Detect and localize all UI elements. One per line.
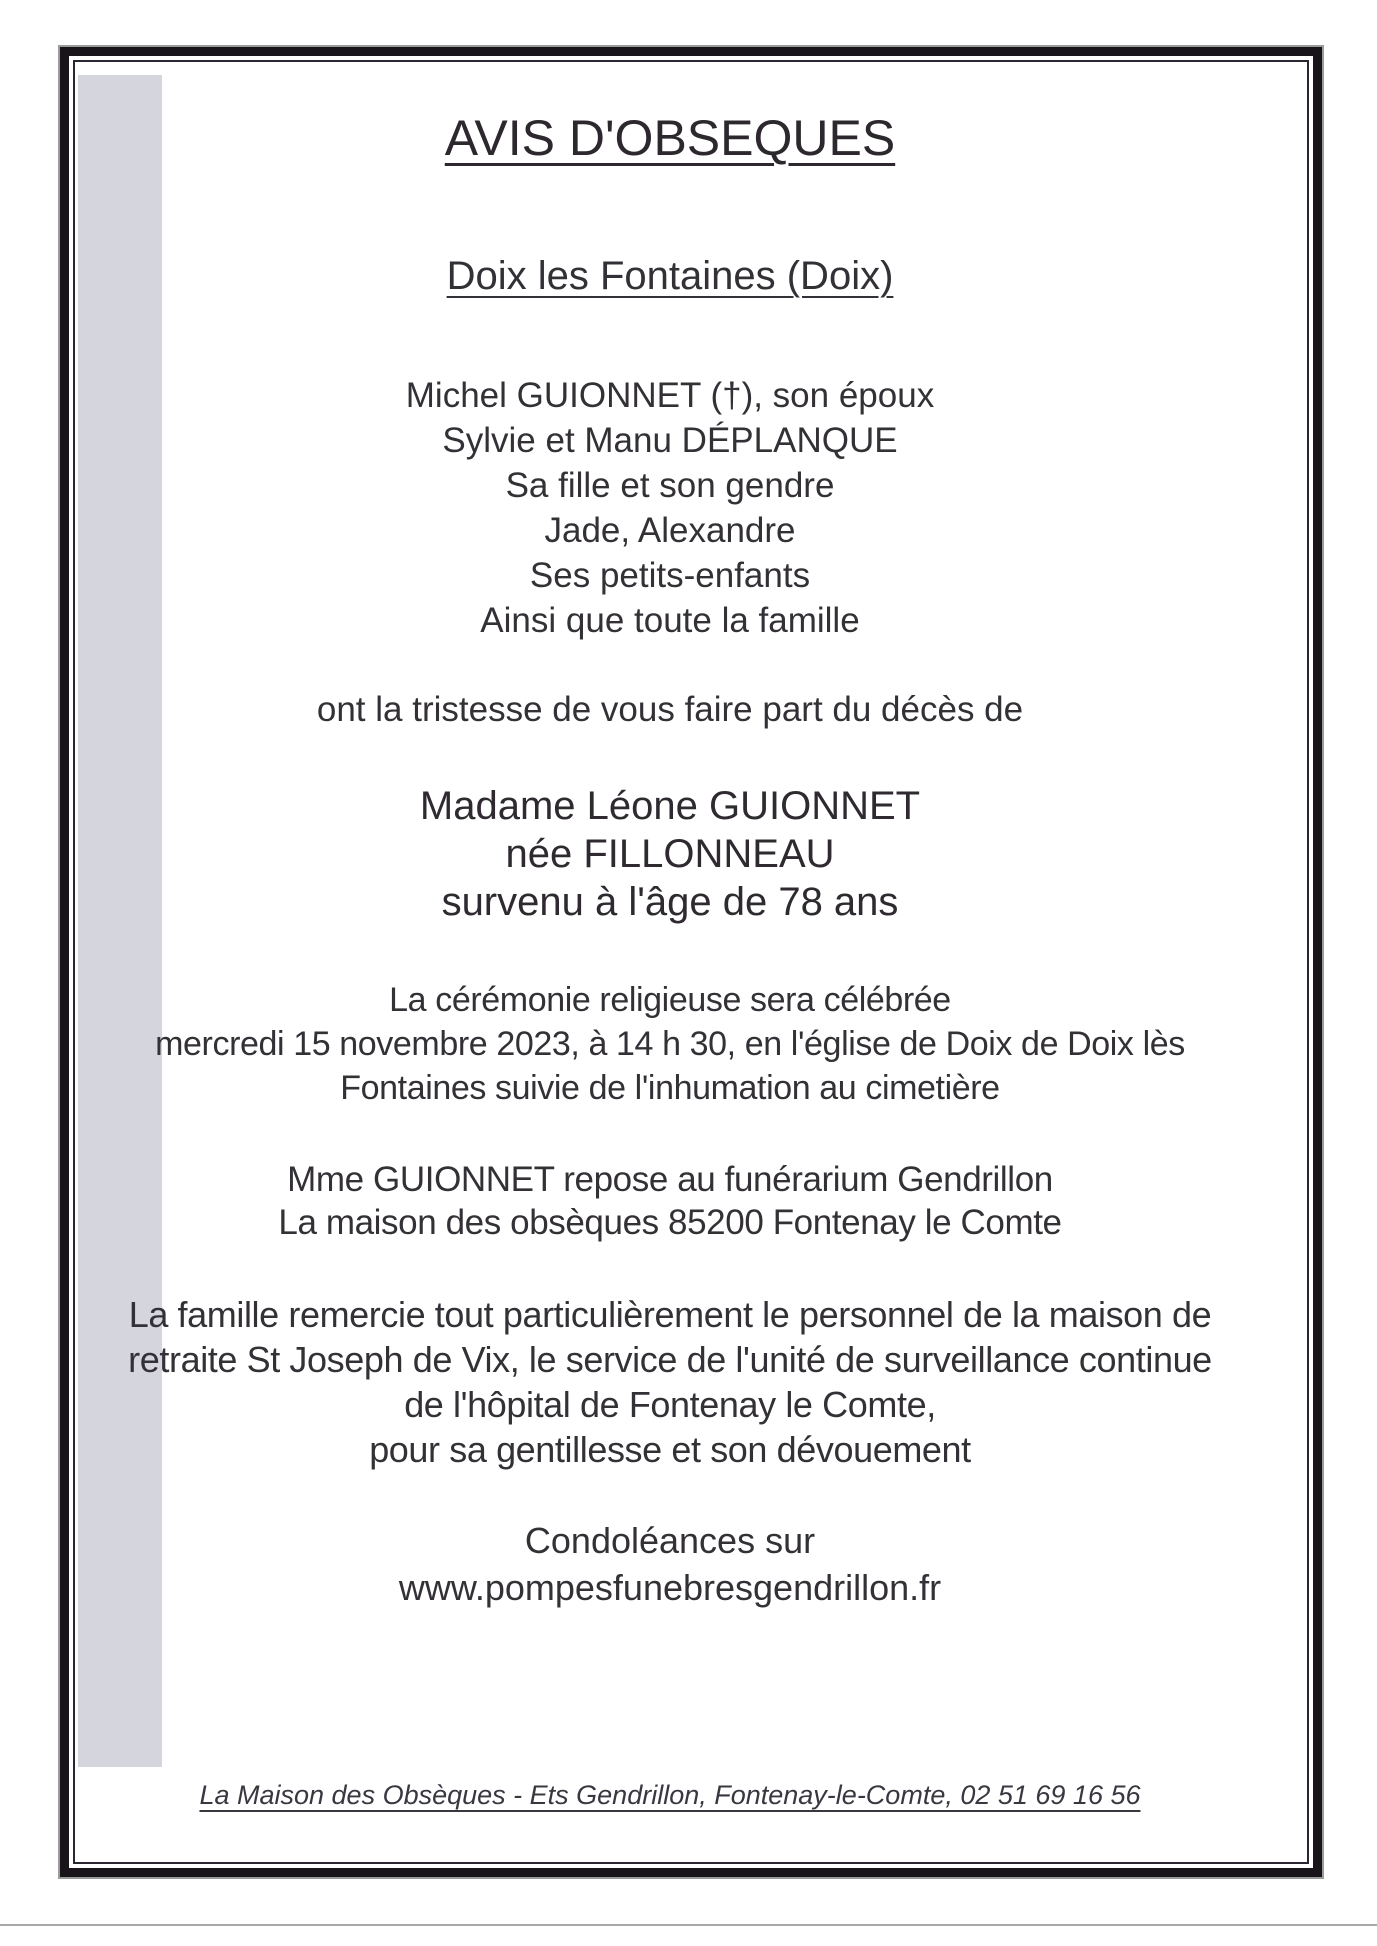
ceremony-line: mercredi 15 novembre 2023, à 14 h 30, en l'église de Doix de Doix lès xyxy=(155,1025,1185,1063)
family-line: Jade, Alexandre xyxy=(544,511,796,550)
paper-edge-line xyxy=(0,1924,1377,1926)
page-title: AVIS D'OBSEQUES xyxy=(444,110,896,166)
family-line: Ainsi que toute la famille xyxy=(480,601,860,640)
thanks-line: de l'hôpital de Fontenay le Comte, xyxy=(404,1384,936,1425)
ceremony-line: La cérémonie religieuse sera célébrée xyxy=(389,981,951,1019)
funeral-home-footer: La Maison des Obsèques - Ets Gendrillon, Fontenay-le-Comte, 02 51 69 16 56 xyxy=(199,1780,1141,1810)
repose-line: La maison des obsèques 85200 Fontenay le Comte xyxy=(278,1203,1062,1242)
location-heading: Doix les Fontaines (Doix) xyxy=(446,254,894,298)
family-line: Michel GUIONNET (†), son époux xyxy=(405,376,935,415)
family-line: Sa fille et son gendre xyxy=(505,466,835,505)
condolences-label: Condoléances sur xyxy=(524,1520,816,1561)
thanks-line: retraite St Joseph de Vix, le service de l'unité de surveillance continue xyxy=(128,1339,1212,1380)
ceremony-line: Fontaines suivie de l'inhumation au cimetière xyxy=(340,1069,1000,1107)
notice-content xyxy=(90,0,1250,1946)
repose-line: Mme GUIONNET repose au funérarium Gendrillon xyxy=(287,1160,1053,1199)
repose-details xyxy=(90,1158,1250,1244)
condolences-website: www.pompesfunebresgendrillon.fr xyxy=(398,1567,942,1608)
family-line: Ses petits-enfants xyxy=(529,556,811,595)
deceased-name-block xyxy=(90,782,1250,926)
thanks-line: pour sa gentillesse et son dévouement xyxy=(369,1429,971,1470)
deceased-age-line: survenu à l'âge de 78 ans xyxy=(441,880,899,924)
family-thanks xyxy=(90,1292,1250,1472)
announcement-line: ont la tristesse de vous faire part du décès de xyxy=(316,690,1024,729)
family-list xyxy=(90,373,1250,643)
deceased-maiden-name-line: née FILLONNEAU xyxy=(505,832,835,876)
family-line: Sylvie et Manu DÉPLANQUE xyxy=(442,421,898,460)
thanks-line: La famille remercie tout particulièrement le personnel de la maison de xyxy=(128,1294,1212,1335)
condolences-block xyxy=(90,1517,1250,1611)
deceased-name-line: Madame Léone GUIONNET xyxy=(419,784,921,828)
ceremony-details xyxy=(90,978,1250,1110)
